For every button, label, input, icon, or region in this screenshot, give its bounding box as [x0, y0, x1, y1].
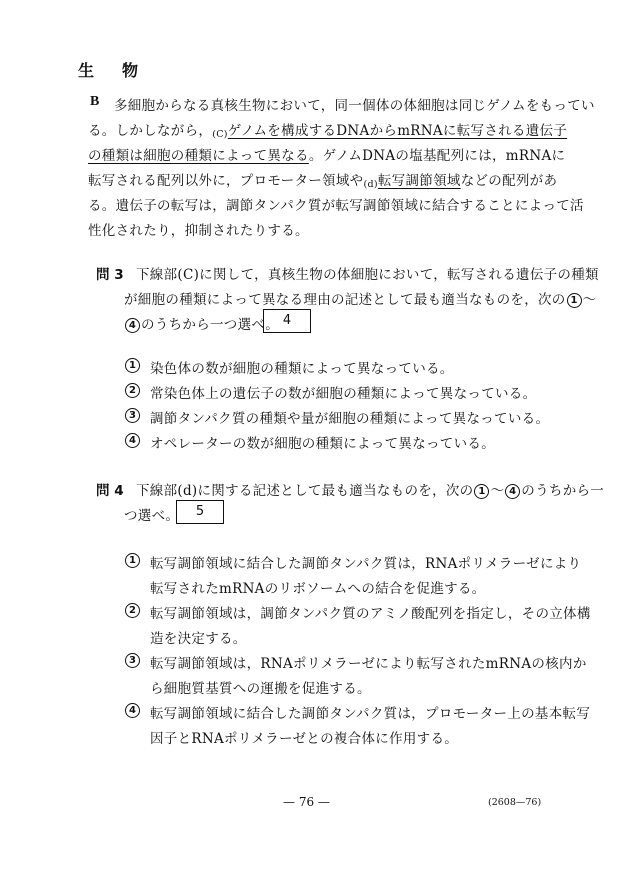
- q3-option-3[interactable]: 調節タンパク質の種類や量が細胞の種類によって異なっている。: [150, 411, 550, 427]
- q4-option-3-number: 3: [125, 653, 140, 668]
- passage-line-6: 性化されたり，抑制されたりする。: [88, 223, 309, 239]
- q4-option-1-line-1[interactable]: 転写調節領域に結合した調節タンパク質は，RNAポリメラーゼにより: [150, 556, 582, 572]
- q4-option-2-line-1[interactable]: 転写調節領域は，調節タンパク質のアミノ酸配列を指定し，その立体構: [150, 606, 591, 622]
- passage-line-2: る。しかしながら，(C)ゲノムを構成するDNAからmRNAに転写される遺伝子: [88, 123, 568, 140]
- q3-option-2[interactable]: 常染色体上の遺伝子の数が細胞の種類によって異なっている。: [150, 386, 537, 402]
- passage-line-4: 転写される配列以外に，プロモーター領域や(d)転写調節領域などの配列があ: [88, 173, 558, 190]
- q4-option-4-line-2[interactable]: 因子とRNAポリメラーゼとの複合体に作用する。: [150, 731, 459, 747]
- underline-d: 転写調節領域: [377, 173, 461, 189]
- passage-line-1: 多細胞からなる真核生物において，同一個体の体細胞は同じゲノムをもってい: [114, 98, 595, 114]
- q4-option-1-line-2[interactable]: 転写されたmRNAのリボソームへの結合を促進する。: [150, 581, 486, 597]
- q4-option-3-line-1[interactable]: 転写調節領域は，RNAポリメラーゼにより転写されたmRNAの核内か: [150, 656, 587, 672]
- q4-option-4-line-1[interactable]: 転写調節領域に結合した調節タンパク質は，プロモーター上の基本転写: [150, 706, 591, 722]
- q4-option-2-line-2[interactable]: 造を決定する。: [150, 631, 247, 647]
- q3-stem-line-2: が細胞の種類によって異なる理由の記述として最も適当なものを，次の 1 ～: [124, 292, 597, 308]
- subject-heading: 生 物: [78, 61, 145, 80]
- q3-option-1-number: 1: [125, 358, 140, 373]
- choice-ref-4: 4: [125, 318, 140, 333]
- section-letter: B: [90, 94, 100, 109]
- passage-line-5: る。遺伝子の転写は，調節タンパク質が転写調節領域に結合することによって活: [88, 198, 584, 214]
- q3-option-2-number: 2: [125, 383, 140, 398]
- underline-c: ゲノムを構成するDNAからmRNAに転写される遺伝子: [227, 123, 568, 139]
- choice-ref-4: 4: [505, 484, 520, 499]
- q4-option-4-number: 4: [125, 703, 140, 718]
- q3-option-4[interactable]: オペレーターの数が細胞の種類によって異なっている。: [150, 436, 495, 452]
- q3-label: 問 3: [96, 267, 124, 283]
- choice-ref-1: 1: [474, 484, 489, 499]
- passage-line-3: の種類は細胞の種類によって異なる。ゲノムDNAの塩基配列には，mRNAに: [88, 148, 566, 164]
- q3-stem-line-1: 下線部(C)に関して，真核生物の体細胞において，転写される遺伝子の種類: [136, 267, 599, 283]
- q3-option-1[interactable]: 染色体の数が細胞の種類によって異なっている。: [150, 361, 454, 377]
- q4-option-3-line-2[interactable]: ら細胞質基質への運搬を促進する。: [150, 681, 371, 697]
- q4-option-1-number: 1: [125, 553, 140, 568]
- choice-ref-1: 1: [567, 293, 582, 308]
- q3-stem-line-3: 4 のうちから一つ選べ。: [124, 313, 279, 333]
- page-number: — 76 —: [283, 795, 330, 809]
- exam-code: (2608—76): [488, 797, 542, 808]
- q4-stem-line-2: つ選べ。: [124, 508, 180, 524]
- q4-option-2-number: 2: [125, 603, 140, 618]
- q3-answer-box[interactable]: 4: [263, 309, 311, 333]
- q4-answer-box[interactable]: 5: [176, 500, 224, 524]
- q4-label: 問 4: [96, 483, 124, 499]
- q4-stem-line-1: 下線部(d)に関する記述として最も適当なものを，次の 1 ～ 4 のうちから一: [136, 483, 605, 499]
- q3-option-3-number: 3: [125, 408, 140, 423]
- q3-option-4-number: 4: [125, 433, 140, 448]
